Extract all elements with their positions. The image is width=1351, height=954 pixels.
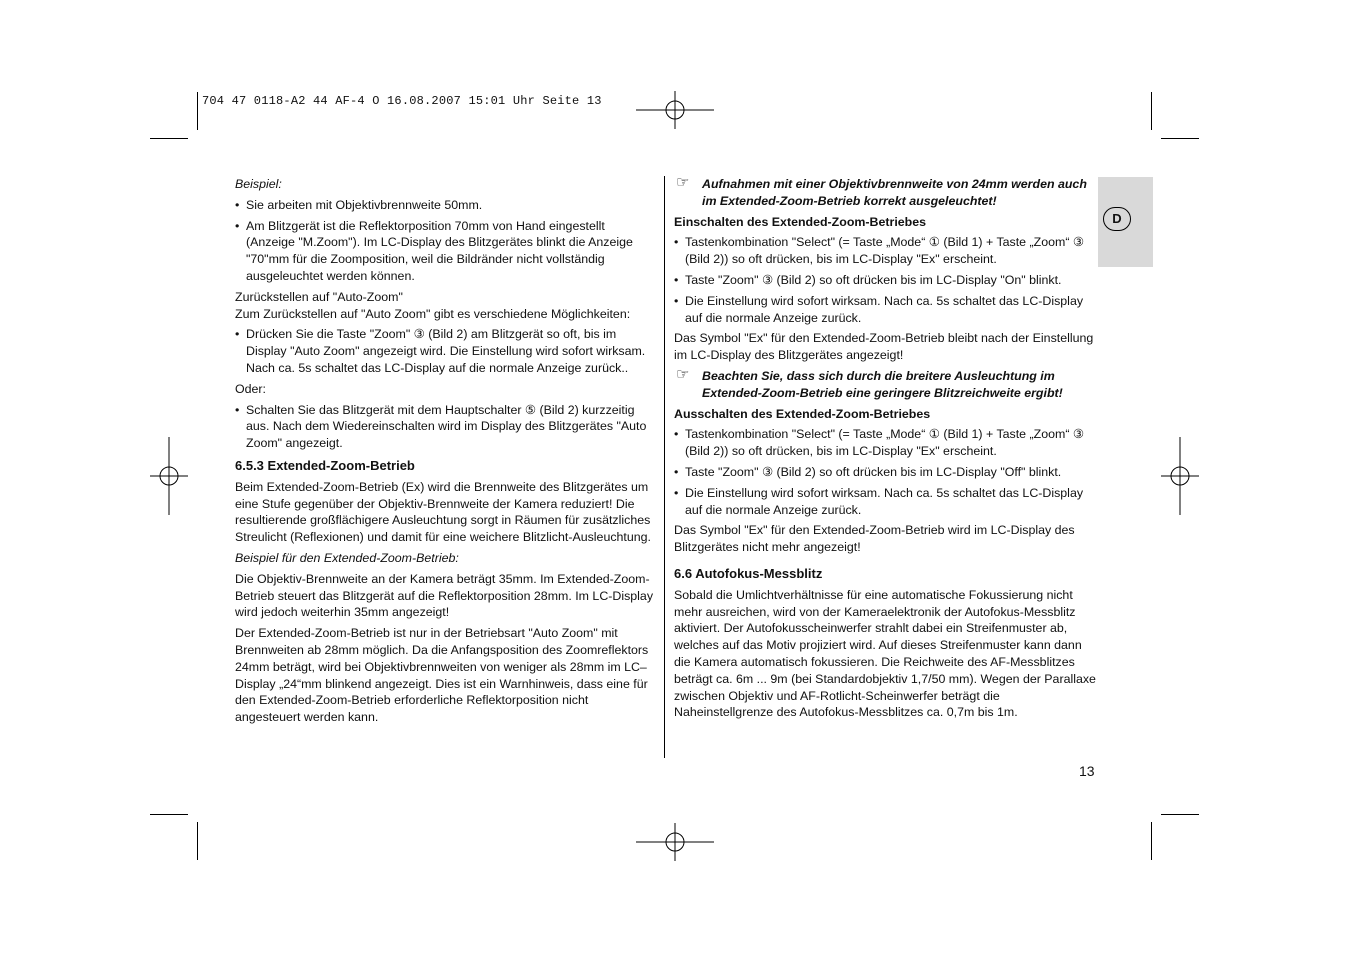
print-slug: 704 47 0118-A2 44 AF-4 O 16.08.2007 15:01 Uhr Seite 13 — [202, 94, 602, 108]
crop-mark — [1161, 814, 1199, 815]
list-item: • Schalten Sie das Blitzgerät mit dem Hauptschalter ⑤ (Bild 2) kurzzeitig aus. Nach dem Wiedereinschalten wird im Display des Blitzgerätes "Auto Zoom" angezeigt. — [235, 402, 655, 452]
registration-mark-icon — [1161, 437, 1199, 515]
crop-mark — [197, 822, 198, 860]
note-text: Aufnahmen mit einer Objektivbrennweite von 24mm werden auch im Extended-Zoom-Betrieb korrekt ausgeleuchtet! — [702, 177, 1087, 208]
list-item: • Sie arbeiten mit Objektivbrennweite 50mm. — [235, 197, 655, 214]
paragraph: Sobald die Umlichtverhältnisse für eine automatische Fokussierung nicht mehr ausreichen, wird von der Kameraelektronik der Autofokus-Messblitz aktiviert. Der Autofokusscheinwerfer strahlt dabei ein Streifenmuster ab, welches auf das Motiv projiziert wird. Auf dieses Streifenmuster kann dann die Kamera automatisch fokussieren. Die Reichweite des AF-Messblitzes beträgt ca. 6m ... 9m (bei Standardobjektiv 1,7/50 mm). Wegen der Parallaxe zwischen Objektiv und AF-Rotlicht-Scheinwerfer beträgt die Naheinstellgrenze des Autofokus-Messblitzes ca. 0,7m bis 1m. — [674, 587, 1096, 720]
crop-mark — [150, 138, 188, 139]
crop-mark — [1151, 822, 1152, 860]
reset-intro: Zum Zurückstellen auf "Auto Zoom" gibt es verschiedene Möglichkeiten: — [235, 306, 631, 321]
registration-mark-icon — [636, 91, 714, 129]
note — [674, 176, 1096, 210]
section-heading: 6.5.3 Extended-Zoom-Betrieb — [235, 457, 415, 473]
example-label: Beispiel: — [235, 177, 282, 191]
list-item: • Am Blitzgerät ist die Reflektorposition 70mm von Hand eingestellt (Anzeige "M.Zoom"). Im LC-Display des Blitzgerätes blinkt die Anzeige "70"mm für die Zoomposition, weil die Bildränder nicht vollständig ausgeleuchtet werden können. — [235, 218, 655, 285]
crop-mark — [197, 92, 198, 130]
paragraph: Der Extended-Zoom-Betrieb ist nur in der Betriebsart "Auto Zoom" mit Brennweiten ab 28mm möglich. Da die Anfangsposition des Zoomreflektors 24mm beträgt, wird bei Objektivbrennweiten von weniger als 28mm im LC–Display „24“mm blinkend angezeigt. Dies ist ein Warnhinweis, dass eine für den Extended-Zoom-Betrieb erforderliche Reflektorposition nicht angesteuert werden kann. — [235, 626, 649, 725]
registration-mark-icon — [636, 823, 714, 861]
list-item: • Die Einstellung wird sofort wirksam. Nach ca. 5s schaltet das LC-Display auf die normale Anzeige zurück. — [674, 293, 1096, 327]
page-number: 13 — [1079, 763, 1095, 779]
reset-heading: Zurückstellen auf "Auto-Zoom" — [235, 289, 403, 304]
language-tab-label: D — [1103, 207, 1131, 231]
or-label: Oder: — [235, 381, 266, 396]
list-item: • Tastenkombination "Select" (= Taste „Mode“ ① (Bild 1) + Taste „Zoom“ ③ (Bild 2)) so oft drücken, bis im LC-Display "Ex" erscheint. — [674, 234, 1096, 268]
note-text: Beachten Sie, dass sich durch die breitere Ausleuchtung im Extended-Zoom-Betrieb eine geringere Blitzreichweite ergibt! — [702, 368, 1063, 400]
crop-mark — [1161, 138, 1199, 139]
subsection-heading: Ausschalten des Extended-Zoom-Betriebes — [674, 406, 931, 421]
bullet-list — [235, 197, 655, 285]
list-item: • Tastenkombination "Select" (= Taste „Mode“ ① (Bild 1) + Taste „Zoom“ ③ (Bild 2)) so oft drücken, bis im LC-Display "Ex" erscheint. — [674, 426, 1096, 460]
list-item: • Drücken Sie die Taste "Zoom" ③ (Bild 2) am Blitzgerät so oft, bis im Display "Auto Zoom" angezeigt wird. Die Einstellung wird sofort wirksam. Nach ca. 5s schaltet das LC-Display auf die normale Anzeige zurück.. — [235, 326, 655, 376]
bullet-list — [235, 326, 655, 376]
bullet-list — [674, 234, 1096, 326]
crop-mark — [150, 814, 188, 815]
paragraph: Das Symbol "Ex" für den Extended-Zoom-Betrieb wird im LC-Display des Blitzgerätes nicht mehr angezeigt! — [674, 523, 1075, 555]
bullet-list — [235, 402, 655, 452]
paragraph: Das Symbol "Ex" für den Extended-Zoom-Betrieb bleibt nach der Einstellung im LC-Display des Blitzgerätes angezeigt! — [674, 331, 1094, 363]
crop-mark — [1151, 92, 1152, 130]
list-item: • Taste "Zoom" ③ (Bild 2) so oft drücken bis im LC-Display "On" blinkt. — [674, 272, 1096, 289]
paragraph: Beim Extended-Zoom-Betrieb (Ex) wird die Brennweite des Blitzgerätes um eine Stufe gegenüber der Objektiv-Brennweite der Kamera reduziert! Die resultierende großflächigere Ausleuchtung sorgt in Räumen für zusätzliches Streulicht (Reflexionen) und damit für eine weichere Blitzlicht-Ausleuchtung. — [235, 479, 651, 545]
section-heading: 6.6 Autofokus-Messblitz — [674, 565, 823, 581]
registration-mark-icon — [150, 437, 188, 515]
left-column — [235, 176, 655, 730]
pointing-hand-icon: ☞ — [676, 365, 690, 383]
list-item: • Die Einstellung wird sofort wirksam. Nach ca. 5s schaltet das LC-Display auf die normale Anzeige zurück. — [674, 485, 1096, 519]
subsection-heading: Einschalten des Extended-Zoom-Betriebes — [674, 214, 926, 229]
column-divider — [664, 176, 665, 758]
pointing-hand-icon: ☞ — [676, 174, 690, 191]
example-label: Beispiel für den Extended-Zoom-Betrieb: — [235, 550, 459, 565]
right-column — [674, 176, 1096, 725]
list-item: • Taste "Zoom" ③ (Bild 2) so oft drücken bis im LC-Display "Off" blinkt. — [674, 464, 1096, 481]
bullet-list — [674, 426, 1096, 518]
note — [674, 365, 1096, 402]
paragraph: Die Objektiv-Brennweite an der Kamera beträgt 35mm. Im Extended-Zoom-Betrieb steuert das Blitzgerät auf die Reflektorposition 28mm. Im LC-Display wird jedoch weiterhin 35mm angezeigt! — [235, 571, 654, 620]
